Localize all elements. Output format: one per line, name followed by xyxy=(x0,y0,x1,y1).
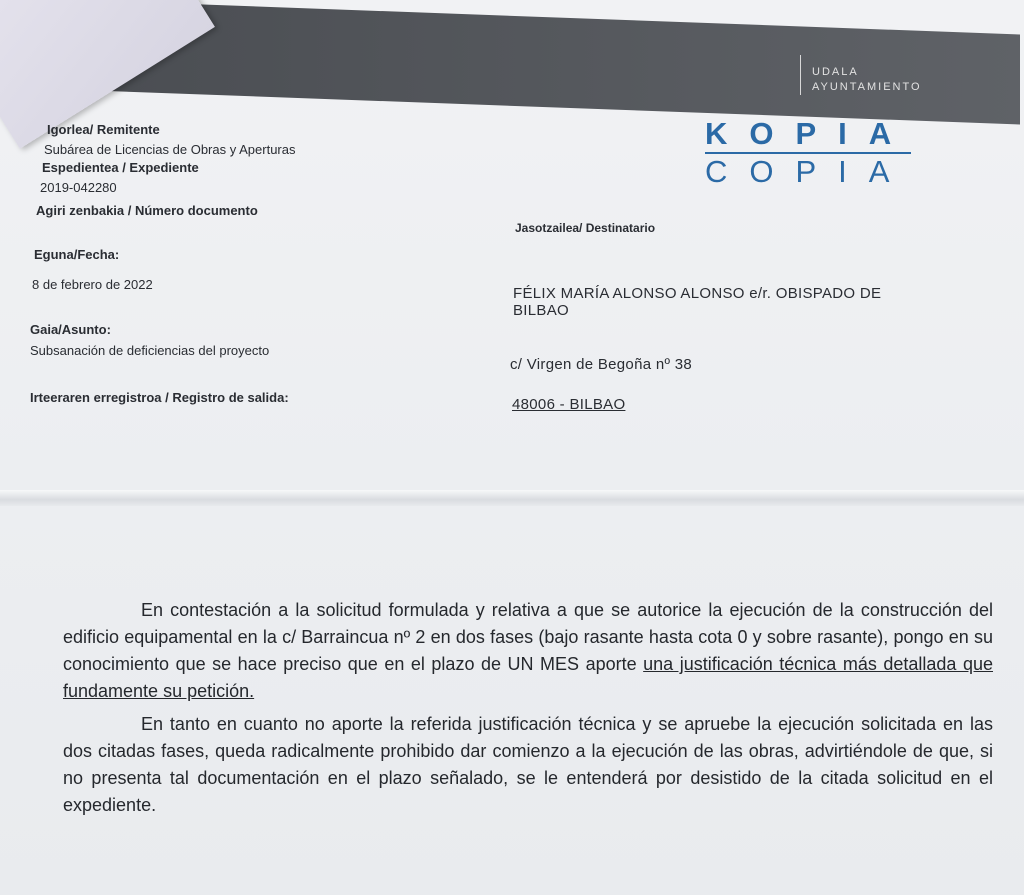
expediente-value: 2019-042280 xyxy=(40,180,117,195)
paragraph-1 xyxy=(63,597,993,705)
copy-stamp xyxy=(705,116,913,190)
registro-label: Irteeraren erregistroa / Registro de salida: xyxy=(30,390,289,405)
kopia-stamp-line: KOPIA xyxy=(705,116,914,151)
header-separator xyxy=(800,55,801,95)
udala-line: UDALA xyxy=(812,66,859,78)
destinatario-address: c/ Virgen de Begoña nº 38 xyxy=(510,356,692,373)
documento-label: Agiri zenbakia / Número documento xyxy=(36,203,258,218)
paper-fold xyxy=(0,490,1024,506)
paragraph-1-text: En contestación a la solicitud formulada y relativa a que se autorice la ejecución de la construcción del edificio equipamental en la c/ Barraincua nº 2 en dos fases (bajo rasante hasta cota 0 y sobre rasante), pongo en su conocimiento que se hace preciso que en el plazo de UN MES aporte xyxy=(63,600,993,674)
fecha-label: Eguna/Fecha: xyxy=(34,247,120,262)
asunto-label: Gaia/Asunto: xyxy=(30,322,111,337)
copia-stamp-line: COPIA xyxy=(705,154,912,189)
destinatario-name-line1: FÉLIX MARÍA ALONSO ALONSO e/r. OBISPADO DE xyxy=(513,285,882,302)
destinatario-postal: 48006 - BILBAO xyxy=(512,396,626,413)
remitente-label: Igorlea/ Remitente xyxy=(47,122,160,137)
paragraph-1-underlined: una justificación técnica más detallada que fundamente su petición. xyxy=(63,654,993,701)
destinatario-name-line2: BILBAO xyxy=(513,302,569,319)
asunto-value: Subsanación de deficiencias del proyecto xyxy=(30,343,270,358)
ayuntamiento-label xyxy=(812,65,922,95)
ayuntamiento-line: AYUNTAMIENTO xyxy=(812,81,922,93)
destinatario-label: Jasotzailea/ Destinatario xyxy=(515,221,656,235)
fecha-value: 8 de febrero de 2022 xyxy=(32,277,153,292)
paragraph-2: En tanto en cuanto no aporte la referida justificación técnica y se apruebe la ejecución solicitada en las dos citadas fases, queda radicalmente prohibido dar comienzo a la ejecución de las obras, advirtiéndole de que, si no presenta tal documentación en el plazo señalado, se le entenderá por desistido de la citada solicitud en el expediente. xyxy=(63,714,993,815)
expediente-label: Espedientea / Expediente xyxy=(42,160,199,175)
remitente-value: Subárea de Licencias de Obras y Aperturas xyxy=(44,142,296,157)
